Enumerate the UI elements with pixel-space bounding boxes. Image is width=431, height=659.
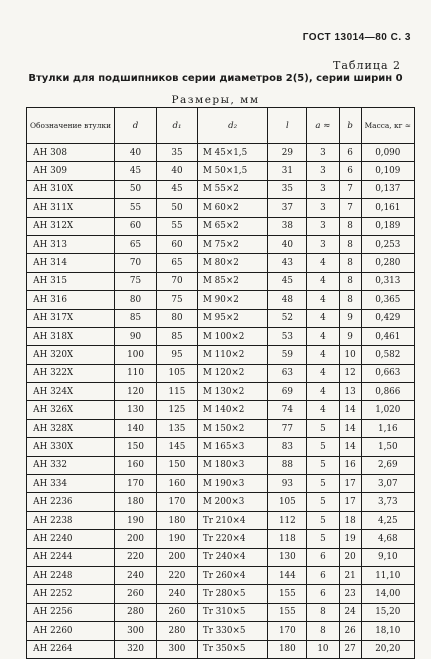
cell-d1: 105 [157, 364, 198, 382]
cell-d2: Tr 330×5 [197, 622, 268, 640]
cell-mass: 0,253 [361, 235, 414, 253]
cell-l: 180 [268, 640, 307, 658]
cell-d: 65 [115, 235, 157, 253]
cell-l: 155 [268, 585, 307, 603]
cell-l: 170 [268, 622, 307, 640]
cell-b: 8 [339, 235, 361, 253]
cell-mass: 15,20 [361, 603, 414, 621]
cell-d1: 170 [157, 493, 198, 511]
cell-mass: 20,20 [361, 640, 414, 658]
table-row [27, 603, 415, 621]
header-designation: Обозначение втулки [27, 108, 115, 144]
cell-designation: АН 315 [27, 272, 115, 290]
cell-a: 4 [307, 291, 339, 309]
cell-designation: АН 330Х [27, 438, 115, 456]
header-d2: d₂ [197, 108, 268, 144]
cell-designation: АН 332 [27, 456, 115, 474]
cell-l: 48 [268, 291, 307, 309]
table-row [27, 199, 415, 217]
cell-d2: Tr 220×4 [197, 530, 268, 548]
cell-mass: 4,25 [361, 511, 414, 529]
cell-mass: 0,280 [361, 254, 414, 272]
cell-l: 155 [268, 603, 307, 621]
cell-d1: 160 [157, 475, 198, 493]
cell-designation: АН 309 [27, 162, 115, 180]
table-row [27, 180, 415, 198]
cell-d: 45 [115, 162, 157, 180]
cell-b: 26 [339, 622, 361, 640]
cell-d: 180 [115, 493, 157, 511]
cell-d2: Tr 210×4 [197, 511, 268, 529]
cell-d2: Tr 310×5 [197, 603, 268, 621]
cell-d1: 65 [157, 254, 198, 272]
cell-designation: АН 2238 [27, 511, 115, 529]
cell-d: 150 [115, 438, 157, 456]
cell-b: 6 [339, 144, 361, 162]
cell-d: 280 [115, 603, 157, 621]
table-row [27, 585, 415, 603]
cell-d: 100 [115, 346, 157, 364]
cell-d: 220 [115, 548, 157, 566]
cell-a: 8 [307, 622, 339, 640]
cell-mass: 1,020 [361, 401, 414, 419]
cell-l: 52 [268, 309, 307, 327]
cell-l: 130 [268, 548, 307, 566]
cell-d1: 35 [157, 144, 198, 162]
cell-d1: 40 [157, 162, 198, 180]
cell-d2: М 55×2 [197, 180, 268, 198]
cell-a: 5 [307, 475, 339, 493]
cell-l: 31 [268, 162, 307, 180]
table-row [27, 622, 415, 640]
cell-designation: АН 312Х [27, 217, 115, 235]
cell-designation: АН 317Х [27, 309, 115, 327]
cell-d: 85 [115, 309, 157, 327]
header-a: a ≈ [307, 108, 339, 144]
cell-d1: 135 [157, 419, 198, 437]
dimensions-label: Размеры, мм [171, 94, 260, 106]
cell-l: 35 [268, 180, 307, 198]
cell-mass: 11,10 [361, 566, 414, 584]
cell-d2: М 45×1,5 [197, 144, 268, 162]
cell-d1: 75 [157, 291, 198, 309]
cell-d1: 85 [157, 327, 198, 345]
cell-b: 7 [339, 199, 361, 217]
cell-b: 24 [339, 603, 361, 621]
cell-designation: АН 326Х [27, 401, 115, 419]
cell-d: 240 [115, 566, 157, 584]
cell-d1: 55 [157, 217, 198, 235]
cell-designation: АН 310Х [27, 180, 115, 198]
cell-d2: М 110×2 [197, 346, 268, 364]
cell-d1: 115 [157, 383, 198, 401]
header-d: d [115, 108, 157, 144]
cell-designation: АН 2252 [27, 585, 115, 603]
cell-a: 4 [307, 272, 339, 290]
cell-l: 112 [268, 511, 307, 529]
table-row [27, 566, 415, 584]
cell-l: 38 [268, 217, 307, 235]
cell-a: 5 [307, 511, 339, 529]
cell-l: 59 [268, 346, 307, 364]
cell-d: 140 [115, 419, 157, 437]
cell-d: 120 [115, 383, 157, 401]
cell-designation: АН 2256 [27, 603, 115, 621]
cell-d: 300 [115, 622, 157, 640]
cell-designation: АН 322Х [27, 364, 115, 382]
cell-d: 40 [115, 144, 157, 162]
cell-designation: АН 308 [27, 144, 115, 162]
cell-d1: 125 [157, 401, 198, 419]
table-row [27, 530, 415, 548]
table-row [27, 456, 415, 474]
cell-b: 14 [339, 438, 361, 456]
cell-l: 88 [268, 456, 307, 474]
cell-d1: 80 [157, 309, 198, 327]
table-row [27, 162, 415, 180]
table-row [27, 419, 415, 437]
cell-d: 90 [115, 327, 157, 345]
cell-l: 118 [268, 530, 307, 548]
cell-d2: М 200×3 [197, 493, 268, 511]
cell-d1: 220 [157, 566, 198, 584]
cell-d1: 260 [157, 603, 198, 621]
table-row [27, 364, 415, 382]
cell-mass: 0,137 [361, 180, 414, 198]
cell-mass: 0,663 [361, 364, 414, 382]
cell-mass: 18,10 [361, 622, 414, 640]
cell-d: 260 [115, 585, 157, 603]
cell-b: 8 [339, 291, 361, 309]
cell-d1: 95 [157, 346, 198, 364]
cell-d2: М 90×2 [197, 291, 268, 309]
table-row [27, 438, 415, 456]
cell-a: 4 [307, 401, 339, 419]
cell-b: 8 [339, 272, 361, 290]
cell-d: 130 [115, 401, 157, 419]
cell-a: 5 [307, 419, 339, 437]
cell-d: 170 [115, 475, 157, 493]
table-row [27, 383, 415, 401]
cell-mass: 0,189 [361, 217, 414, 235]
cell-d2: М 130×2 [197, 383, 268, 401]
cell-d2: М 95×2 [197, 309, 268, 327]
cell-a: 4 [307, 346, 339, 364]
cell-d1: 200 [157, 548, 198, 566]
cell-l: 69 [268, 383, 307, 401]
cell-d: 110 [115, 364, 157, 382]
cell-d2: Tr 350×5 [197, 640, 268, 658]
cell-b: 8 [339, 217, 361, 235]
cell-d: 80 [115, 291, 157, 309]
cell-d: 320 [115, 640, 157, 658]
table-row [27, 144, 415, 162]
cell-designation: АН 314 [27, 254, 115, 272]
cell-d: 190 [115, 511, 157, 529]
cell-b: 19 [339, 530, 361, 548]
cell-b: 14 [339, 419, 361, 437]
cell-d2: М 80×2 [197, 254, 268, 272]
cell-mass: 9,10 [361, 548, 414, 566]
cell-mass: 3,73 [361, 493, 414, 511]
cell-a: 3 [307, 217, 339, 235]
cell-l: 144 [268, 566, 307, 584]
cell-b: 17 [339, 475, 361, 493]
cell-a: 3 [307, 235, 339, 253]
table-row [27, 346, 415, 364]
table-row [27, 548, 415, 566]
cell-l: 74 [268, 401, 307, 419]
cell-designation: АН 2236 [27, 493, 115, 511]
cell-d: 75 [115, 272, 157, 290]
cell-b: 14 [339, 401, 361, 419]
cell-b: 12 [339, 364, 361, 382]
table-label: Таблица 2 [333, 59, 401, 72]
cell-d: 60 [115, 217, 157, 235]
cell-b: 7 [339, 180, 361, 198]
cell-d1: 60 [157, 235, 198, 253]
cell-b: 10 [339, 346, 361, 364]
cell-mass: 14,00 [361, 585, 414, 603]
cell-d1: 50 [157, 199, 198, 217]
cell-d1: 300 [157, 640, 198, 658]
cell-a: 4 [307, 364, 339, 382]
cell-d: 50 [115, 180, 157, 198]
cell-designation: АН 311Х [27, 199, 115, 217]
cell-mass: 0,866 [361, 383, 414, 401]
cell-l: 93 [268, 475, 307, 493]
cell-d2: Tr 280×5 [197, 585, 268, 603]
cell-l: 45 [268, 272, 307, 290]
cell-b: 8 [339, 254, 361, 272]
cell-l: 29 [268, 144, 307, 162]
cell-a: 5 [307, 493, 339, 511]
cell-b: 13 [339, 383, 361, 401]
cell-d1: 180 [157, 511, 198, 529]
cell-a: 6 [307, 566, 339, 584]
table-row [27, 272, 415, 290]
cell-b: 21 [339, 566, 361, 584]
cell-b: 9 [339, 327, 361, 345]
cell-d1: 190 [157, 530, 198, 548]
cell-mass: 0,161 [361, 199, 414, 217]
table-row [27, 511, 415, 529]
cell-d: 200 [115, 530, 157, 548]
cell-l: 53 [268, 327, 307, 345]
cell-designation: АН 2244 [27, 548, 115, 566]
cell-designation: АН 2264 [27, 640, 115, 658]
cell-mass: 0,313 [361, 272, 414, 290]
cell-d1: 280 [157, 622, 198, 640]
cell-l: 83 [268, 438, 307, 456]
cell-d1: 145 [157, 438, 198, 456]
cell-d2: Tr 260×4 [197, 566, 268, 584]
cell-b: 27 [339, 640, 361, 658]
cell-mass: 0,365 [361, 291, 414, 309]
cell-b: 23 [339, 585, 361, 603]
cell-b: 18 [339, 511, 361, 529]
cell-mass: 0,429 [361, 309, 414, 327]
cell-d2: М 150×2 [197, 419, 268, 437]
cell-a: 3 [307, 199, 339, 217]
cell-designation: АН 313 [27, 235, 115, 253]
table-row [27, 327, 415, 345]
header-b: b [339, 108, 361, 144]
cell-l: 37 [268, 199, 307, 217]
cell-b: 16 [339, 456, 361, 474]
cell-b: 20 [339, 548, 361, 566]
cell-a: 4 [307, 327, 339, 345]
cell-l: 105 [268, 493, 307, 511]
cell-d2: М 75×2 [197, 235, 268, 253]
cell-a: 6 [307, 585, 339, 603]
cell-a: 5 [307, 456, 339, 474]
cell-a: 4 [307, 254, 339, 272]
cell-d1: 45 [157, 180, 198, 198]
cell-a: 4 [307, 383, 339, 401]
cell-d: 55 [115, 199, 157, 217]
table-row [27, 235, 415, 253]
table-subtitle: Втулки для подшипников серии диаметров 2(5), серии ширин 0 [28, 73, 403, 84]
cell-designation: АН 320Х [27, 346, 115, 364]
table-row [27, 291, 415, 309]
cell-designation: АН 2248 [27, 566, 115, 584]
standard-code: ГОСТ 13014—80 С. 3 [302, 32, 411, 43]
cell-b: 17 [339, 493, 361, 511]
table-row [27, 254, 415, 272]
cell-mass: 0,582 [361, 346, 414, 364]
table-row [27, 309, 415, 327]
cell-d2: М 165×3 [197, 438, 268, 456]
header-mass: Масса, кг ≈ [361, 108, 414, 144]
cell-a: 5 [307, 530, 339, 548]
cell-designation: АН 2260 [27, 622, 115, 640]
cell-a: 3 [307, 144, 339, 162]
cell-mass: 4,68 [361, 530, 414, 548]
cell-d2: М 120×2 [197, 364, 268, 382]
cell-designation: АН 316 [27, 291, 115, 309]
cell-mass: 2,69 [361, 456, 414, 474]
cell-mass: 1,16 [361, 419, 414, 437]
cell-mass: 3,07 [361, 475, 414, 493]
cell-d2: М 65×2 [197, 217, 268, 235]
cell-designation: АН 334 [27, 475, 115, 493]
cell-d2: М 50×1,5 [197, 162, 268, 180]
cell-d2: М 140×2 [197, 401, 268, 419]
table-row [27, 475, 415, 493]
cell-a: 8 [307, 603, 339, 621]
header-l: l [268, 108, 307, 144]
cell-d2: Tr 240×4 [197, 548, 268, 566]
table-row [27, 401, 415, 419]
cell-designation: АН 324Х [27, 383, 115, 401]
cell-mass: 0,461 [361, 327, 414, 345]
cell-designation: АН 318Х [27, 327, 115, 345]
cell-d2: М 100×2 [197, 327, 268, 345]
cell-d2: М 190×3 [197, 475, 268, 493]
cell-d2: М 60×2 [197, 199, 268, 217]
cell-l: 63 [268, 364, 307, 382]
table-row [27, 217, 415, 235]
cell-d1: 70 [157, 272, 198, 290]
cell-l: 77 [268, 419, 307, 437]
table-row [27, 640, 415, 658]
cell-d1: 150 [157, 456, 198, 474]
cell-a: 3 [307, 162, 339, 180]
cell-d2: М 180×3 [197, 456, 268, 474]
table-row [27, 493, 415, 511]
cell-l: 43 [268, 254, 307, 272]
cell-a: 4 [307, 309, 339, 327]
cell-b: 9 [339, 309, 361, 327]
cell-designation: АН 328Х [27, 419, 115, 437]
cell-mass: 0,109 [361, 162, 414, 180]
bushings-table [26, 107, 415, 659]
cell-designation: АН 2240 [27, 530, 115, 548]
cell-d: 70 [115, 254, 157, 272]
header-d1: d₁ [157, 108, 198, 144]
table-header-row [27, 108, 415, 144]
cell-l: 40 [268, 235, 307, 253]
cell-mass: 0,090 [361, 144, 414, 162]
cell-b: 6 [339, 162, 361, 180]
cell-d2: М 85×2 [197, 272, 268, 290]
cell-d1: 240 [157, 585, 198, 603]
cell-a: 10 [307, 640, 339, 658]
cell-a: 6 [307, 548, 339, 566]
cell-a: 3 [307, 180, 339, 198]
cell-d: 160 [115, 456, 157, 474]
cell-mass: 1,50 [361, 438, 414, 456]
cell-a: 5 [307, 438, 339, 456]
